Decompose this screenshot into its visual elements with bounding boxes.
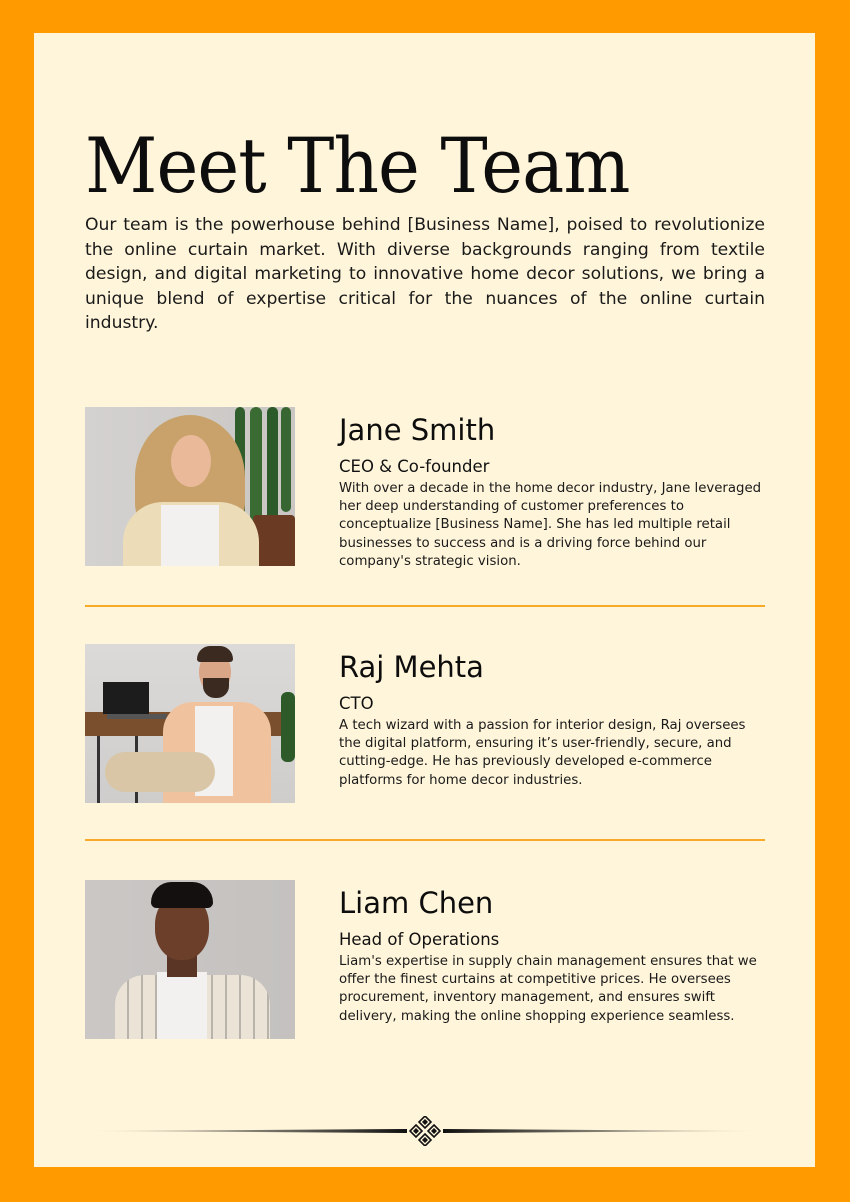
member-photo [85, 407, 295, 566]
member-photo [85, 880, 295, 1039]
member-name: Raj Mehta [339, 650, 484, 684]
member-info [339, 407, 769, 571]
member-bio: With over a decade in the home decor industry, Jane leveraged her deep understanding of customer preferences to conceptualize [Business Name]. She has led multiple retail businesses to success and is a driving force behind our company's strategic vision. [339, 481, 762, 569]
ornamental-divider [85, 1116, 765, 1146]
page-canvas [34, 33, 815, 1167]
member-role: CTO [339, 694, 374, 713]
intro-paragraph: Our team is the powerhouse behind [Business Name], poised to revolutionize the online curtain market. With diverse backgrounds ranging from textile design, and digital marketing to innovative home decor solutions, we bring a unique blend of expertise critical for the nuances of the online curtain industry. [85, 215, 765, 334]
member-bio: A tech wizard with a passion for interior design, Raj oversees the digital platform, ensuring it’s user-friendly, secure, and cutting-edge. He has previously developed e-commerce platforms for home decor industries. [339, 718, 746, 788]
member-name: Jane Smith [339, 413, 496, 447]
member-info [339, 880, 769, 1026]
section-separator [85, 839, 765, 841]
member-name: Liam Chen [339, 886, 494, 920]
team-member-card [85, 407, 765, 577]
section-separator [85, 605, 765, 607]
member-photo [85, 644, 295, 803]
member-bio: Liam's expertise in supply chain management ensures that we offer the finest curtains at competitive prices. He oversees procurement, inventory management, and ensures swift delivery, making the online shopping experience seamless. [339, 954, 757, 1024]
diamond-ornament-icon [410, 1116, 440, 1146]
member-role: CEO & Co-founder [339, 457, 490, 476]
page-title: Meet The Team [85, 121, 630, 210]
team-member-card [85, 644, 765, 814]
member-info [339, 644, 769, 790]
team-member-card [85, 880, 765, 1050]
member-role: Head of Operations [339, 930, 500, 949]
